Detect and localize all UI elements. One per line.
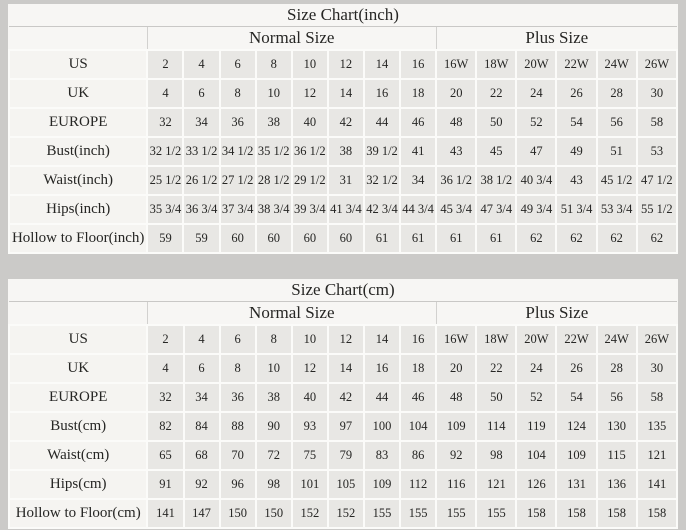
size-value-cell: 34 1/2: [220, 137, 256, 166]
size-value-cell: 61: [436, 224, 476, 253]
size-value-cell: 6: [220, 50, 256, 79]
size-value-cell: 82: [147, 412, 183, 441]
corner-cell: [9, 302, 147, 326]
size-value-cell: 20: [436, 79, 476, 108]
group-header-row: [9, 302, 677, 326]
row-label: Hips(inch): [9, 195, 147, 224]
size-value-cell: 116: [436, 470, 476, 499]
size-value-cell: 32: [147, 108, 183, 137]
size-value-cell: 35 3/4: [147, 195, 183, 224]
size-value-cell: 25 1/2: [147, 166, 183, 195]
size-value-cell: 6: [184, 354, 220, 383]
size-value-cell: 38: [256, 108, 292, 137]
size-value-cell: 47: [516, 137, 556, 166]
size-value-cell: 16W: [436, 325, 476, 354]
size-value-cell: 16: [400, 50, 436, 79]
size-value-cell: 4: [184, 325, 220, 354]
size-value-cell: 22W: [556, 325, 596, 354]
size-value-cell: 30: [637, 79, 677, 108]
size-value-cell: 8: [220, 354, 256, 383]
size-value-cell: 150: [220, 499, 256, 528]
table-row: [9, 195, 677, 224]
size-value-cell: 98: [256, 470, 292, 499]
size-value-cell: 65: [147, 441, 183, 470]
size-value-cell: 6: [220, 325, 256, 354]
size-value-cell: 38 1/2: [476, 166, 516, 195]
size-value-cell: 12: [292, 79, 328, 108]
size-value-cell: 45 3/4: [436, 195, 476, 224]
size-value-cell: 16W: [436, 50, 476, 79]
size-value-cell: 37 3/4: [220, 195, 256, 224]
size-value-cell: 155: [436, 499, 476, 528]
size-value-cell: 34: [184, 383, 220, 412]
size-value-cell: 12: [292, 354, 328, 383]
size-value-cell: 2: [147, 50, 183, 79]
size-value-cell: 10: [256, 354, 292, 383]
row-label: UK: [9, 354, 147, 383]
size-value-cell: 26: [556, 79, 596, 108]
size-value-cell: 42: [328, 383, 364, 412]
size-chart-cm-table: [8, 279, 678, 529]
size-value-cell: 2: [147, 325, 183, 354]
size-value-cell: 41 3/4: [328, 195, 364, 224]
size-value-cell: 42 3/4: [364, 195, 400, 224]
size-value-cell: 61: [476, 224, 516, 253]
size-value-cell: 42: [328, 108, 364, 137]
size-value-cell: 60: [292, 224, 328, 253]
size-value-cell: 38 3/4: [256, 195, 292, 224]
size-value-cell: 79: [328, 441, 364, 470]
size-value-cell: 44: [364, 383, 400, 412]
row-label: US: [9, 325, 147, 354]
size-value-cell: 60: [256, 224, 292, 253]
size-value-cell: 43: [556, 166, 596, 195]
size-value-cell: 147: [184, 499, 220, 528]
size-value-cell: 104: [516, 441, 556, 470]
size-value-cell: 20W: [516, 50, 556, 79]
size-value-cell: 50: [476, 383, 516, 412]
corner-cell: [9, 27, 147, 51]
table-row: [9, 412, 677, 441]
size-value-cell: 45: [476, 137, 516, 166]
row-label: UK: [9, 79, 147, 108]
size-value-cell: 39 3/4: [292, 195, 328, 224]
size-value-cell: 4: [183, 50, 219, 79]
size-value-cell: 49 3/4: [516, 195, 556, 224]
group-header-plus-size: Plus Size: [436, 27, 677, 51]
size-value-cell: 62: [556, 224, 596, 253]
size-value-cell: 44 3/4: [400, 195, 436, 224]
size-value-cell: 100: [364, 412, 400, 441]
size-value-cell: 53 3/4: [597, 195, 637, 224]
size-value-cell: 83: [364, 441, 400, 470]
size-value-cell: 36: [220, 383, 256, 412]
size-value-cell: 18: [400, 354, 436, 383]
size-value-cell: 22: [476, 79, 516, 108]
size-value-cell: 41: [400, 137, 436, 166]
row-label: Hollow to Floor(inch): [9, 224, 147, 253]
size-value-cell: 26: [556, 354, 596, 383]
size-value-cell: 155: [400, 499, 436, 528]
size-value-cell: 47 3/4: [476, 195, 516, 224]
size-value-cell: 34: [400, 166, 436, 195]
size-value-cell: 115: [597, 441, 637, 470]
size-value-cell: 93: [292, 412, 328, 441]
size-value-cell: 59: [147, 224, 183, 253]
size-table: [8, 279, 678, 529]
size-value-cell: 51: [597, 137, 637, 166]
size-value-cell: 20W: [516, 325, 556, 354]
size-value-cell: 29 1/2: [292, 166, 328, 195]
size-value-cell: 96: [220, 470, 256, 499]
size-value-cell: 92: [184, 470, 220, 499]
size-value-cell: 32 1/2: [147, 137, 183, 166]
size-value-cell: 60: [328, 224, 364, 253]
size-value-cell: 12: [328, 50, 364, 79]
size-value-cell: 16: [400, 325, 436, 354]
size-value-cell: 38: [328, 137, 364, 166]
size-value-cell: 14: [364, 50, 400, 79]
size-value-cell: 58: [637, 108, 677, 137]
size-value-cell: 44: [364, 108, 400, 137]
size-value-cell: 88: [220, 412, 256, 441]
size-value-cell: 18W: [476, 325, 516, 354]
size-value-cell: 68: [184, 441, 220, 470]
size-value-cell: 105: [328, 470, 364, 499]
size-value-cell: 52: [516, 383, 556, 412]
table-row: [9, 383, 677, 412]
size-value-cell: 46: [400, 383, 436, 412]
row-label: Bust(inch): [9, 137, 147, 166]
size-value-cell: 75: [292, 441, 328, 470]
group-header-row: [9, 27, 677, 51]
size-value-cell: 109: [436, 412, 476, 441]
size-value-cell: 141: [147, 499, 183, 528]
size-value-cell: 49: [556, 137, 596, 166]
size-value-cell: 26W: [637, 325, 677, 354]
size-value-cell: 28: [597, 79, 637, 108]
size-value-cell: 114: [476, 412, 516, 441]
size-value-cell: 14: [328, 354, 364, 383]
size-value-cell: 20: [436, 354, 476, 383]
size-value-cell: 60: [220, 224, 256, 253]
size-table: [8, 4, 678, 254]
size-value-cell: 97: [328, 412, 364, 441]
size-value-cell: 62: [597, 224, 637, 253]
size-value-cell: 16: [364, 79, 400, 108]
size-value-cell: 24: [516, 79, 556, 108]
size-value-cell: 135: [637, 412, 677, 441]
row-label: Bust(cm): [9, 412, 147, 441]
size-value-cell: 10: [292, 325, 328, 354]
size-value-cell: 38: [256, 383, 292, 412]
group-header-normal-size: Normal Size: [147, 27, 436, 51]
size-value-cell: 28: [597, 354, 637, 383]
size-value-cell: 109: [364, 470, 400, 499]
table-row: [9, 441, 677, 470]
size-value-cell: 14: [328, 79, 364, 108]
size-value-cell: 31: [328, 166, 364, 195]
size-value-cell: 27 1/2: [220, 166, 256, 195]
size-value-cell: 48: [436, 108, 476, 137]
size-value-cell: 18: [400, 79, 436, 108]
size-value-cell: 70: [220, 441, 256, 470]
size-value-cell: 109: [556, 441, 596, 470]
table-row: [9, 499, 677, 528]
table-row: [9, 354, 677, 383]
size-value-cell: 32: [147, 383, 183, 412]
size-value-cell: 4: [147, 354, 183, 383]
size-value-cell: 150: [256, 499, 292, 528]
row-label: EUROPE: [9, 108, 147, 137]
size-value-cell: 43: [436, 137, 476, 166]
size-value-cell: 28 1/2: [256, 166, 292, 195]
size-value-cell: 158: [597, 499, 637, 528]
size-value-cell: 26 1/2: [183, 166, 219, 195]
size-value-cell: 131: [556, 470, 596, 499]
size-value-cell: 62: [637, 224, 677, 253]
size-value-cell: 158: [637, 499, 677, 528]
size-value-cell: 45 1/2: [597, 166, 637, 195]
size-value-cell: 22: [476, 354, 516, 383]
size-value-cell: 18W: [476, 50, 516, 79]
table-row: [9, 137, 677, 166]
size-value-cell: 104: [400, 412, 436, 441]
size-value-cell: 58: [637, 383, 677, 412]
table-row: [9, 166, 677, 195]
table-row: [9, 224, 677, 253]
size-value-cell: 61: [364, 224, 400, 253]
size-value-cell: 121: [476, 470, 516, 499]
size-value-cell: 36 3/4: [183, 195, 219, 224]
size-value-cell: 26W: [637, 50, 677, 79]
size-value-cell: 152: [292, 499, 328, 528]
size-value-cell: 86: [400, 441, 436, 470]
size-value-cell: 30: [637, 354, 677, 383]
table-title: Size Chart(inch): [9, 4, 677, 27]
size-value-cell: 40: [292, 108, 328, 137]
title-row: [9, 4, 677, 27]
table-row: [9, 79, 677, 108]
size-value-cell: 141: [637, 470, 677, 499]
size-value-cell: 56: [597, 108, 637, 137]
size-value-cell: 8: [256, 50, 292, 79]
size-value-cell: 16: [364, 354, 400, 383]
size-value-cell: 136: [597, 470, 637, 499]
size-value-cell: 46: [400, 108, 436, 137]
size-value-cell: 91: [147, 470, 183, 499]
row-label: US: [9, 50, 147, 79]
size-value-cell: 90: [256, 412, 292, 441]
size-value-cell: 52: [516, 108, 556, 137]
size-value-cell: 126: [516, 470, 556, 499]
size-chart-inch-table: [8, 4, 678, 254]
size-value-cell: 55 1/2: [637, 195, 677, 224]
size-value-cell: 119: [516, 412, 556, 441]
size-value-cell: 158: [516, 499, 556, 528]
size-value-cell: 54: [556, 108, 596, 137]
size-value-cell: 152: [328, 499, 364, 528]
row-label: Waist(cm): [9, 441, 147, 470]
size-value-cell: 35 1/2: [256, 137, 292, 166]
row-label: Hollow to Floor(cm): [9, 499, 147, 528]
size-value-cell: 47 1/2: [637, 166, 677, 195]
table-row: [9, 325, 677, 354]
size-value-cell: 50: [476, 108, 516, 137]
size-value-cell: 6: [183, 79, 219, 108]
size-value-cell: 36: [220, 108, 256, 137]
size-value-cell: 10: [256, 79, 292, 108]
size-value-cell: 40: [292, 383, 328, 412]
size-value-cell: 112: [400, 470, 436, 499]
size-value-cell: 155: [476, 499, 516, 528]
group-header-normal-size: Normal Size: [147, 302, 436, 326]
size-value-cell: 53: [637, 137, 677, 166]
size-value-cell: 130: [597, 412, 637, 441]
size-value-cell: 98: [476, 441, 516, 470]
size-value-cell: 84: [184, 412, 220, 441]
size-value-cell: 24: [516, 354, 556, 383]
table-row: [9, 50, 677, 79]
size-value-cell: 14: [364, 325, 400, 354]
size-value-cell: 8: [256, 325, 292, 354]
size-value-cell: 56: [597, 383, 637, 412]
size-value-cell: 34: [183, 108, 219, 137]
size-value-cell: 36 1/2: [292, 137, 328, 166]
size-value-cell: 92: [436, 441, 476, 470]
size-value-cell: 40 3/4: [516, 166, 556, 195]
group-header-plus-size: Plus Size: [436, 302, 677, 326]
size-value-cell: 8: [220, 79, 256, 108]
table-row: [9, 470, 677, 499]
size-value-cell: 12: [328, 325, 364, 354]
size-value-cell: 24W: [597, 50, 637, 79]
size-value-cell: 121: [637, 441, 677, 470]
size-value-cell: 4: [147, 79, 183, 108]
size-value-cell: 59: [183, 224, 219, 253]
size-value-cell: 101: [292, 470, 328, 499]
size-value-cell: 48: [436, 383, 476, 412]
size-value-cell: 33 1/2: [183, 137, 219, 166]
row-label: Hips(cm): [9, 470, 147, 499]
row-label: EUROPE: [9, 383, 147, 412]
size-value-cell: 24W: [597, 325, 637, 354]
size-value-cell: 32 1/2: [364, 166, 400, 195]
size-value-cell: 72: [256, 441, 292, 470]
size-value-cell: 155: [364, 499, 400, 528]
size-value-cell: 10: [292, 50, 328, 79]
size-value-cell: 158: [556, 499, 596, 528]
size-value-cell: 39 1/2: [364, 137, 400, 166]
size-value-cell: 124: [556, 412, 596, 441]
size-value-cell: 54: [556, 383, 596, 412]
size-value-cell: 61: [400, 224, 436, 253]
table-row: [9, 108, 677, 137]
size-value-cell: 36 1/2: [436, 166, 476, 195]
size-value-cell: 51 3/4: [556, 195, 596, 224]
row-label: Waist(inch): [9, 166, 147, 195]
table-title: Size Chart(cm): [9, 279, 677, 302]
size-value-cell: 62: [516, 224, 556, 253]
size-value-cell: 22W: [556, 50, 596, 79]
title-row: [9, 279, 677, 302]
